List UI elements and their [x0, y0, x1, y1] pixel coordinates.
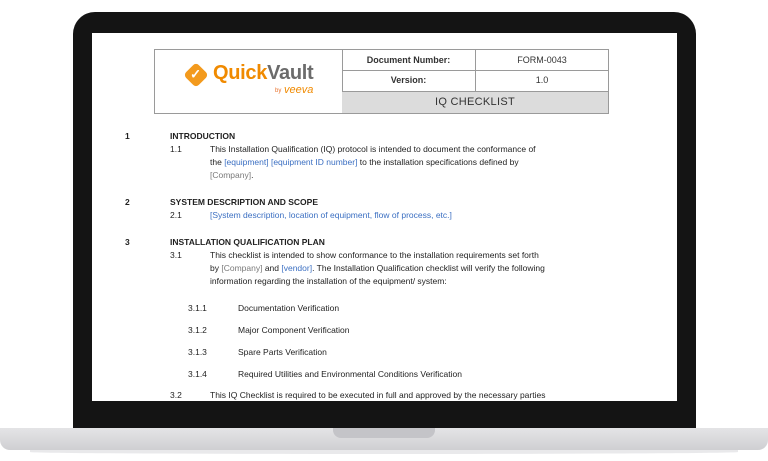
- placeholder-text: [System description, location of equipment, flow of process, etc.]: [210, 210, 452, 220]
- form-title: IQ CHECKLIST: [342, 92, 608, 113]
- paragraph-line: This Installation Qualification (IQ) protocol is intended to document the conformance of: [210, 144, 536, 154]
- placeholder-text: [Company]: [221, 263, 263, 273]
- logo-cell: [155, 50, 343, 113]
- section-title: INSTALLATION QUALIFICATION PLAN: [170, 237, 325, 247]
- subsection-number: 3.2: [170, 390, 182, 400]
- subsection-number: 3.1: [170, 250, 182, 260]
- list-item: Spare Parts Verification: [238, 347, 327, 357]
- version-value: 1.0: [535, 75, 549, 85]
- veeva-logo: veeva: [284, 84, 314, 96]
- document-number-label: Document Number:: [366, 55, 451, 65]
- paragraph-line: This checklist is intended to show conformance to the installation requirements set forth: [210, 250, 539, 260]
- checkmark-badge-icon: ✓: [183, 62, 208, 87]
- section-number: 2: [125, 197, 130, 207]
- list-item: Documentation Verification: [238, 303, 340, 313]
- list-item-number: 3.1.3: [188, 347, 207, 357]
- section-number: 3: [125, 237, 130, 247]
- quickvault-logo: QuickVault: [213, 62, 314, 84]
- document-header-table: [154, 49, 609, 114]
- document-screen: [92, 33, 677, 401]
- paragraph-line: by [Company] and [vendor]. The Installation Qualification checklist will verify the following: [210, 263, 545, 273]
- paragraph-line: This IQ Checklist is required to be executed in full and approved by the necessary parties: [210, 390, 546, 400]
- placeholder-text: [vendor]: [281, 263, 313, 273]
- section-title: SYSTEM DESCRIPTION AND SCOPE: [170, 197, 318, 207]
- placeholder-text: [equipment] [equipment ID number]: [224, 157, 358, 167]
- list-item-number: 3.1.2: [188, 325, 207, 335]
- list-item-number: 3.1.4: [188, 369, 207, 379]
- version-label: Version:: [390, 75, 427, 85]
- document-number-value: FORM-0043: [517, 55, 567, 65]
- paragraph-line: the [equipment] [equipment ID number] to the installation specifications defined by: [210, 157, 519, 167]
- list-item-number: 3.1.1: [188, 303, 207, 313]
- laptop-notch: [333, 428, 435, 438]
- paragraph-line: [Company].: [210, 170, 254, 180]
- list-item: Required Utilities and Environmental Conditions Verification: [238, 369, 462, 379]
- list-item: Major Component Verification: [238, 325, 350, 335]
- subsection-number: 2.1: [170, 210, 182, 220]
- section-title: INTRODUCTION: [170, 131, 236, 141]
- subsection-number: 1.1: [170, 144, 182, 154]
- paragraph-line: information regarding the installation of the equipment/ system:: [210, 276, 447, 286]
- section-number: 1: [125, 131, 130, 141]
- logo-by: by: [275, 88, 282, 94]
- laptop-shadow: [30, 450, 738, 454]
- placeholder-text: [Company]: [210, 170, 252, 180]
